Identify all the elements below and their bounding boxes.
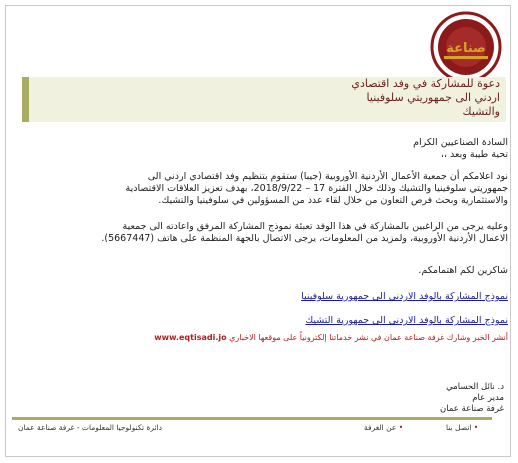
footer-divider bbox=[12, 417, 492, 420]
title-box bbox=[22, 77, 506, 122]
share-notice bbox=[154, 333, 508, 343]
email-title bbox=[300, 77, 500, 119]
signature-name: د. نائل الحسامي bbox=[446, 382, 504, 392]
paragraph-1-line-2: جمهوريتي سلوفينيا والتشيك وذلك خلال الفترة 17 – 2018/9/22، بهدف تعزيز العلاقات الاقتصادية bbox=[125, 183, 508, 194]
czech-form-link[interactable]: نموذج المشاركة بالوفد الاردني الى جمهورية التشيك bbox=[305, 315, 508, 326]
contact-bullet-icon: • bbox=[473, 423, 479, 432]
share-text: أنشر الخبر وشارك غرفة صناعة عمان في نشر خدماتنا إلكترونياً على موقعها الاخباري bbox=[229, 333, 508, 342]
paragraph-1-line-1: نود اعلامكم أن جمعية الأعمال الأردنية الأوروبية (جيبا) ستقوم بتنظيم وفد اقتصادي اردني الى bbox=[147, 171, 508, 182]
title-line-3: والتشيك bbox=[462, 105, 500, 118]
signature bbox=[440, 382, 504, 415]
paragraph-1 bbox=[8, 171, 508, 207]
share-site-link[interactable]: www.eqtisadi.jo bbox=[154, 333, 227, 342]
greeting bbox=[8, 137, 508, 161]
footer-about-label: عن الغرفة bbox=[364, 423, 397, 432]
paragraph-2-line-1: وعليه يرجى من الراغبين بالمشاركة في هذا الوفد تعبئة نموذج المشاركة المرفق واعادته الى جمعية bbox=[122, 221, 508, 232]
paragraph-1-line-3: والاستثمارية وبحث فرص التعاون من خلال لقاء عدد من المسؤولين في سلوفينيا والتشيك. bbox=[158, 195, 508, 206]
footer-contact-label: اتصل بنا bbox=[446, 423, 472, 432]
footer-contact-link[interactable] bbox=[446, 423, 478, 433]
thanks-text: شاكرين لكم اهتمامكم. bbox=[418, 265, 508, 276]
footer-about-link[interactable] bbox=[364, 423, 403, 433]
footer-dept: دائرة تكنولوجيا المعلومات - غرفة صناعة عمان bbox=[18, 423, 163, 432]
paragraph-2-line-2: الاعمال الأردنية الأوروبية، ولمزيد من المعلومات، يرجى الاتصال بالجهة المنظمة على هاتف (5667447). bbox=[101, 233, 508, 244]
slovenia-form-link[interactable]: نموذج المشاركة بالوفد الاردني الى جمهورية سلوفينيا bbox=[301, 291, 508, 302]
signature-position: مدير عام bbox=[472, 393, 504, 403]
paragraph-2 bbox=[8, 221, 508, 245]
title-line-2: اردني الى جمهوريتي سلوفينيا bbox=[366, 91, 500, 104]
about-bullet-icon: • bbox=[398, 423, 404, 432]
signature-org: غرفة صناعة عمان bbox=[440, 404, 504, 414]
logo-name: صناعة bbox=[446, 41, 486, 56]
greeting-line-2: تحية طيبة وبعد ،، bbox=[440, 149, 508, 160]
title-line-1: دعوة للمشاركة في وفد اقتصادي bbox=[351, 77, 500, 90]
greeting-line-1: السادة الصناعيين الكرام bbox=[413, 137, 508, 148]
chamber-logo bbox=[424, 10, 508, 84]
